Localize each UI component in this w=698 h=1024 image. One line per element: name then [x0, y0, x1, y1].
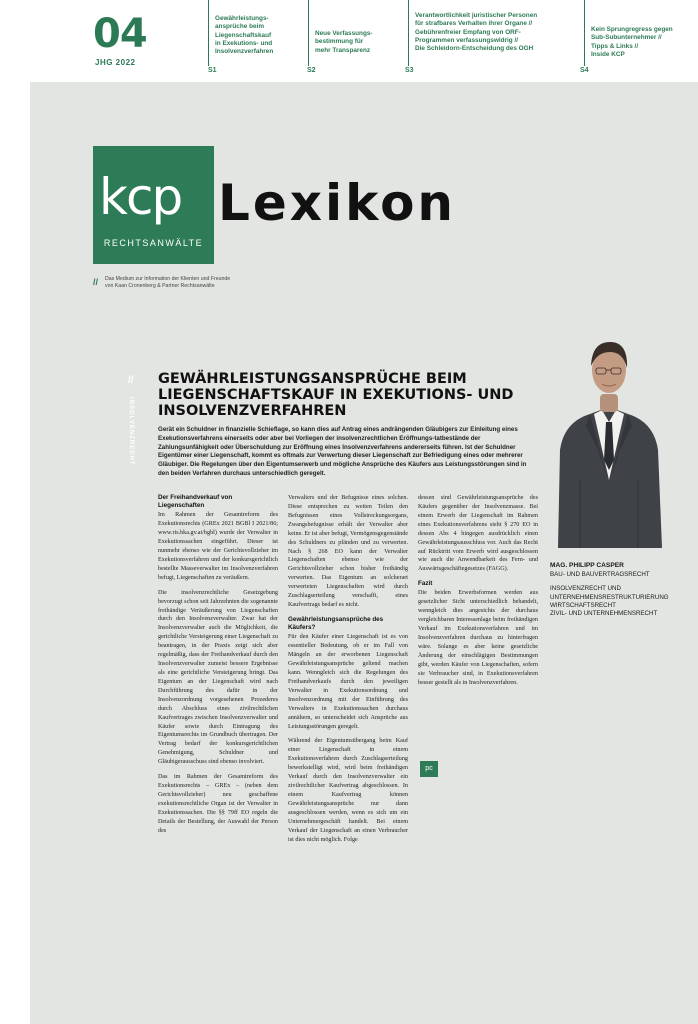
author-field: ZIVIL- UND UNTERNEHMENSRECHT: [550, 610, 658, 618]
toc-page-3: S3: [405, 67, 414, 74]
article-column-1: [158, 494, 278, 842]
paragraph: Für den Käufer einer Liegenschaft ist es von essentieller Bedeutung, ob er im Fall von Mängeln an der erworbenen Liegenschaft Gewährleistungsansprüche geltend machen kann. Wenngleich sich die Regelungen des Freihandverkaufs durch den jeweiligen Verwalter in Exekutionsordnung und Insolvenzordnung mit der Einführung des Verwalters in Exekutionssachen durchaus annähern, so unterscheidet sich Ansprüche aus Leistungsstörungen geregelt.: [288, 634, 408, 730]
section-heading: Gewährleistungsansprüche des Käufers?: [288, 615, 384, 632]
tagline-line-1: Das Medium zur Information der Klienten und Freunde: [105, 276, 231, 282]
toc-item-2[interactable]: [308, 0, 404, 66]
paragraph: Während der Eigentumsübergang beim Kauf einer Liegenschaft in einem Exekutionsverfahren durch Zuschlagserteilung bewerkstelligt wird, wird beim freihändigen Verkauf durch den Insolvenzverwalter ein zivilrechtlicher Kaufvertrag abgeschlossen. In einem Kaufvertrag können Gewährleistungsansprüche nur dann ausgeschlossen werden, wenn es sich um ein Unternehmergeschäft handelt. Bei einem Verkauf der Liegenschaft an einen Verbraucher ist dies nicht möglich. Folge: [288, 738, 408, 843]
author-field: INSOLVENZRECHT UND UNTERNEHMENSRESTRUKTURIERUNG: [550, 585, 669, 601]
toc-item-text: Kein Sprungregress gegen Sub-Subunternehmer // Tipps & Links // Inside KCP: [591, 26, 673, 58]
logo-rechtsanwaelte: RECHTSANWÄLTE: [103, 238, 204, 248]
tagline-line-2: von Kaan Cronenberg & Partner Rechtsanwälte: [105, 283, 215, 290]
toc-page-1: S1: [208, 67, 217, 74]
paragraph: Das im Rahmen der Gesamtreform des Exekutionsrechts – GREx – (neben dem Gerichtsvollzieher) neu geschaffene exekutionsrechtliche Organ ist der Verwalter in Exekutionssachen. Die §§ 79ff EO regeln die Details der Bestellung, der Auswahl der Person des: [158, 774, 278, 834]
article-column-3: [418, 494, 538, 694]
article-column-2: [288, 494, 408, 851]
issue-year: JHG 2022: [95, 58, 136, 67]
paragraph: Die beiden Erwerbsformen werden aus gesetzlicher Sicht unterschiedlich behandelt, wenngleich dies angesichts der durchaus vergleichbaren Interessenlage beim freihändigen Verkauf im Exekutionsverfahren und im Insolvenzverfahren durchaus zu hinterfragen wäre. Solange es aber keine gesetzliche Änderung der einschlägigen Bestimmungen gibt, werden Käufer von Liegenschaften, sofern sie Verbraucher sind, in Exekutionsverfahren besser gestellt als in Insolvenzverfahren.: [418, 590, 538, 686]
issue-number: 04: [93, 11, 147, 57]
toc-item-1[interactable]: [208, 0, 304, 66]
tagline: [93, 276, 230, 290]
author-field: BAU- UND BAUVERTRAGSRECHT: [550, 570, 650, 578]
article-headline: GEWÄHRLEISTUNGSANSPRÜCHE BEIM LIEGENSCHAFTSKAUF IN EXEKUTIONS- UND INSOLVENZVERFAHREN: [158, 371, 514, 419]
paragraph: Die insolvenzrechtliche Gesetzgebung bevorzugt schon seit Jahrzehnten die sogenannte freihändige Veräußerung von Liegenschaften durch den Insolvenzverwalter. Zwar hat der Insolvenzverwalter auch die Möglichkeit, die gerichtliche Versteigerung einer Liegenschaft zu beantragen, in der Praxis zeigt sich aber regelmäßig, dass der Freihandverkauf durch den Insolvenzverwalter zumeist bessere Ergebnisse als eine gerichtliche Versteigerung bringt. Das Eigentum an der Liegenschaft wird nach Durchführung des dafür in der Insolvenzordnung vorgesehenen Prozederes durch Abschluss eines zivilrechtlichen Kaufvertrages zwischen Insolvenzverwalter und Käufer sowie durch Eintragung des Eigentumsrechts im Grundbuch übertragen. Der Vertrag bedarf der konkursgerichtlichen Genehmigung, Schuldner und Gläubigerausschuss sind ebenso involviert.: [158, 589, 278, 766]
author-photo: [550, 330, 668, 548]
end-mark-icon: pc: [420, 761, 438, 777]
author-field: WIRTSCHAFTSRECHT: [550, 601, 616, 609]
toc-page-2: S2: [307, 67, 316, 74]
toc-page-4: S4: [580, 67, 589, 74]
paragraph: Im Rahmen der Gesamtreform des Exekutionsrechts (GREx 2021 BGBl I 2021/86; www.ris.bka.gv.at/bgbl) wurde der Verwalter in Exekutionssachen eingeführt. Dieser ist nunmehr ebenso wie der Gerichtsvollzieher im Exekutionsverfahren und der konkursgerichtlich bestellte Masseverwalter im Insolvenzverfahren befugt, Liegenschaften zu veräußern.: [158, 512, 278, 581]
logo-kcp-text: kcp: [99, 168, 182, 226]
section-slashes-icon: //: [128, 375, 134, 386]
section-heading: Der Freihandverkauf von Liegenschaften: [158, 494, 233, 510]
kcp-logo: [93, 146, 214, 264]
toc-item-3[interactable]: [408, 0, 580, 66]
paragraph: Verwalters und der Befugnisse eines solchen. Diese entsprechen zu weiten Teilen den Befugnissen eines Vollstreckungsorgans, Zwangsbefugnisse erhält der Verwalter aber keine. Er ist aber befugt, Vermögensgegenstände des Schuldners zu pfänden und zu verwerten. Nach § 268 EO kann der Verwalter Liegenschaften ebenso wie der Gerichtsvollzieher schon bisher freihändig verwerten. Das Eigentum an solcherart verwerteten Liegenschaften wird durch Zuschlagserteilung verschafft, eines Kaufvertrags bedarf es nicht.: [288, 495, 408, 609]
section-label-text: INSOLVENZRECHT: [128, 397, 134, 466]
toc-item-text: Gewährleistungs- ansprüche beim Liegenschaftskauf in Exekutions- und Insolvenzverfahren: [215, 15, 274, 56]
author-name: MAG. PHILIPP CASPER: [550, 562, 624, 569]
toc-item-text: Verantwortlichkeit juristischer Personen für strafbares Verhalten ihrer Organe // Gebührenfreier Empfang von ORF- Programmen verfassungswidrig // Die Schleidorn-Entscheidung des OGH: [415, 12, 538, 53]
author-box: [550, 562, 695, 619]
section-heading: Fazit: [418, 580, 433, 588]
lexikon-title: Lexikon: [218, 174, 457, 232]
article-lead: Gerät ein Schuldner in finanzielle Schieflage, so kann dies auf Antrag eines andrängenden Gläubigers zur Einleitung eines Exekutionsverfahrens einerseits oder aber bei Vorliegen der insolvenzrechtlichen Eröffnungs-tatbestände der Zahlungsunfähigkeit oder Überschuldung zur Eröffnung eines Insolvenzverfahrens andererseits führen. Ist der Schuldner Eigentümer einer Liegenschaft, kommt es oftmals zur Verwertung dieser Liegenschaft zur Befriedigung eines oder mehrerer Gläubiger. Die Regelungen über den Eigentumserwerb und mögliche Ansprüche des Käufers aus Leistungsstörungen sind in den beiden Verfahren durchaus unterschiedlich geregelt.: [158, 426, 527, 477]
tagline-slashes: //: [93, 277, 99, 287]
toc-item-text: Neue Verfassungs- bestimmung für mehr Transparenz: [315, 30, 373, 54]
masthead-strip: [0, 0, 698, 80]
section-label: [128, 375, 138, 495]
paragraph: dessen sind Gewährleistungsansprüche des Käufers gegenüber der Insolvenzmasse. Bei einem Erwerb der Liegenschaft im Rahmen eines Exekutionsverfahrens sieht § 270 EO in dessen Abs 4 hingegen ausdrücklich einen Gewährleistungsausschluss vor. Auch das Recht auf Rücktritt vom Erwerb wird ausgeschlossen wie auch die Anwendbarkeit des Fern- und Auswärtsgeschäftegesetzes (FAGG).: [418, 495, 538, 573]
portrait-icon: [550, 330, 668, 548]
toc-item-4[interactable]: [584, 0, 694, 66]
